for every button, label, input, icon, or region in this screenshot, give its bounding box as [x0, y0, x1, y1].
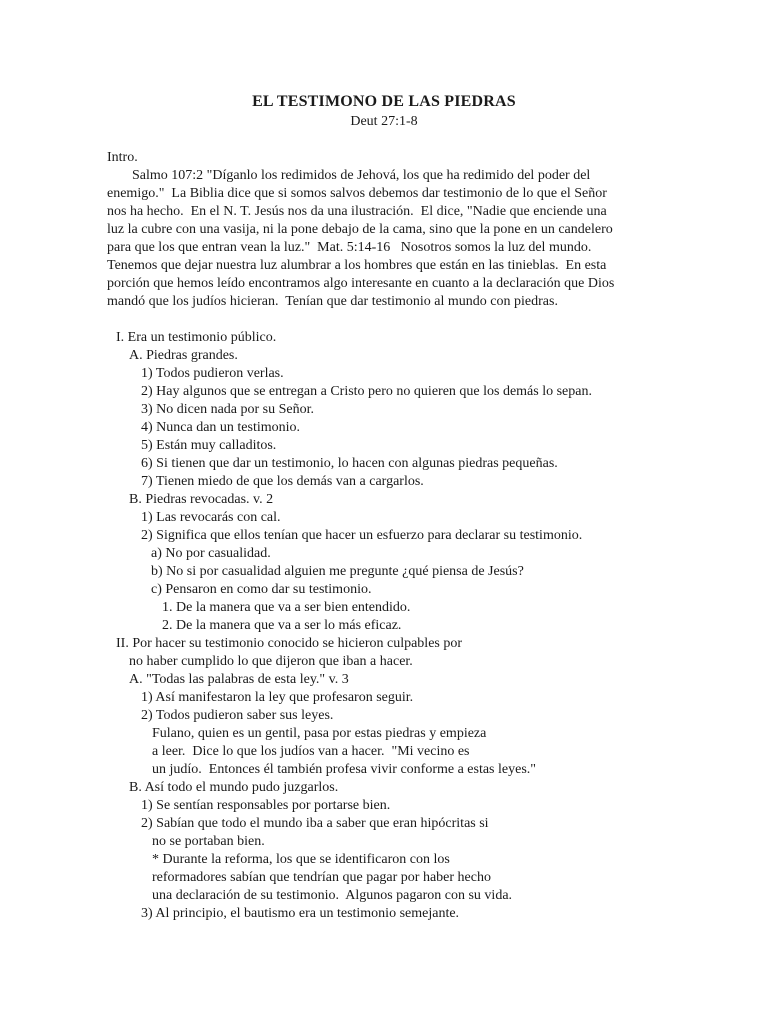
intro-line: luz la cubre con una vasija, ni la pone debajo de la cama, sino que la pone en un candelero [107, 222, 613, 237]
outline-item: 1) Así manifestaron la ley que profesaron seguir. [141, 690, 414, 705]
outline-subitem: c) Pensaron en como dar su testimonio. [151, 582, 372, 597]
outline-subitem: a) No por casualidad. [151, 546, 271, 561]
outline-subheading: A. "Todas las palabras de esta ley." v. 3 [129, 672, 349, 687]
intro-label: Intro. [107, 150, 138, 165]
outline-item-text: Fulano, quien es un gentil, pasa por estas piedras y empieza [152, 726, 487, 741]
intro-line: Tenemos que dejar nuestra luz alumbrar a los hombres que están en las tinieblas. En esta [107, 258, 607, 273]
outline-item-text: no se portaban bien. [152, 834, 265, 849]
spacer [107, 311, 667, 329]
outline-item: 2) Significa que ellos tenían que hacer un esfuerzo para declarar su testimonio. [141, 528, 583, 543]
outline-subheading: A. Piedras grandes. [129, 348, 238, 363]
intro-line: Salmo 107:2 "Díganlo los redimidos de Jehová, los que ha redimido del poder del [132, 168, 591, 183]
outline-item: 2) Todos pudieron saber sus leyes. [141, 708, 334, 723]
outline-subheading: B. Así todo el mundo pudo juzgarlos. [129, 780, 339, 795]
intro-line: porción que hemos leído encontramos algo interesante en cuanto a la declaración que Dios [107, 276, 615, 291]
intro-line: mandó que los judíos hicieran. Tenían que dar testimonio al mundo con piedras. [107, 294, 558, 309]
outline-item: 1) Se sentían responsables por portarse bien. [141, 798, 391, 813]
outline-item: 7) Tienen miedo de que los demás van a cargarlos. [141, 474, 424, 489]
outline-subheading: B. Piedras revocadas. v. 2 [129, 492, 274, 507]
outline-subsubitem: 2. De la manera que va a ser lo más eficaz. [162, 618, 402, 633]
outline-item: 3) Al principio, el bautismo era un testimonio semejante. [141, 906, 460, 921]
outline-item-text: a leer. Dice lo que los judíos van a hacer. "Mi vecino es [152, 744, 470, 759]
outline-item: 1) Las revocarás con cal. [141, 510, 281, 525]
outline-item: 2) Hay algunos que se entregan a Cristo pero no quieren que los demás lo sepan. [141, 384, 592, 399]
outline-item: 5) Están muy calladitos. [141, 438, 277, 453]
outline-note: * Durante la reforma, los que se identificaron con los [152, 852, 450, 867]
outline-note: reformadores sabían que tendrían que pagar por haber hecho [152, 870, 491, 885]
outline-note: una declaración de su testimonio. Algunos pagaron con su vida. [152, 888, 513, 903]
outline-item: 1) Todos pudieron verlas. [141, 366, 284, 381]
outline-item: 2) Sabían que todo el mundo iba a saber que eran hipócritas si [141, 816, 489, 831]
intro-line: para que los que entran vean la luz." Mat. 5:14-16 Nosotros somos la luz del mundo. [107, 240, 592, 255]
scripture-reference: Deut 27:1-8 [350, 114, 418, 129]
outline-item: 6) Si tienen que dar un testimonio, lo hacen con algunas piedras pequeñas. [141, 456, 558, 471]
outline-item: 3) No dicen nada por su Señor. [141, 402, 315, 417]
outline-heading-continuation: no haber cumplido lo que dijeron que iban a hacer. [129, 654, 413, 669]
outline-subitem: b) No si por casualidad alguien me pregunte ¿qué piensa de Jesús? [151, 564, 524, 579]
outline-heading-ii: II. Por hacer su testimonio conocido se hicieron culpables por [116, 636, 463, 651]
outline-subsubitem: 1. De la manera que va a ser bien entendido. [162, 600, 411, 615]
outline-heading-i: I. Era un testimonio público. [116, 330, 277, 345]
outline-item-text: un judío. Entonces él también profesa vivir conforme a estas leyes." [152, 762, 536, 777]
document-title: EL TESTIMONO DE LAS PIEDRAS [252, 93, 516, 110]
intro-line: nos ha hecho. En el N. T. Jesús nos da una ilustración. El dice, "Nadie que enciende una [107, 204, 607, 219]
intro-line: enemigo." La Biblia dice que si somos salvos debemos dar testimonio de lo que el Señor [107, 186, 607, 201]
document-body [107, 149, 667, 923]
outline-item: 4) Nunca dan un testimonio. [141, 420, 301, 435]
